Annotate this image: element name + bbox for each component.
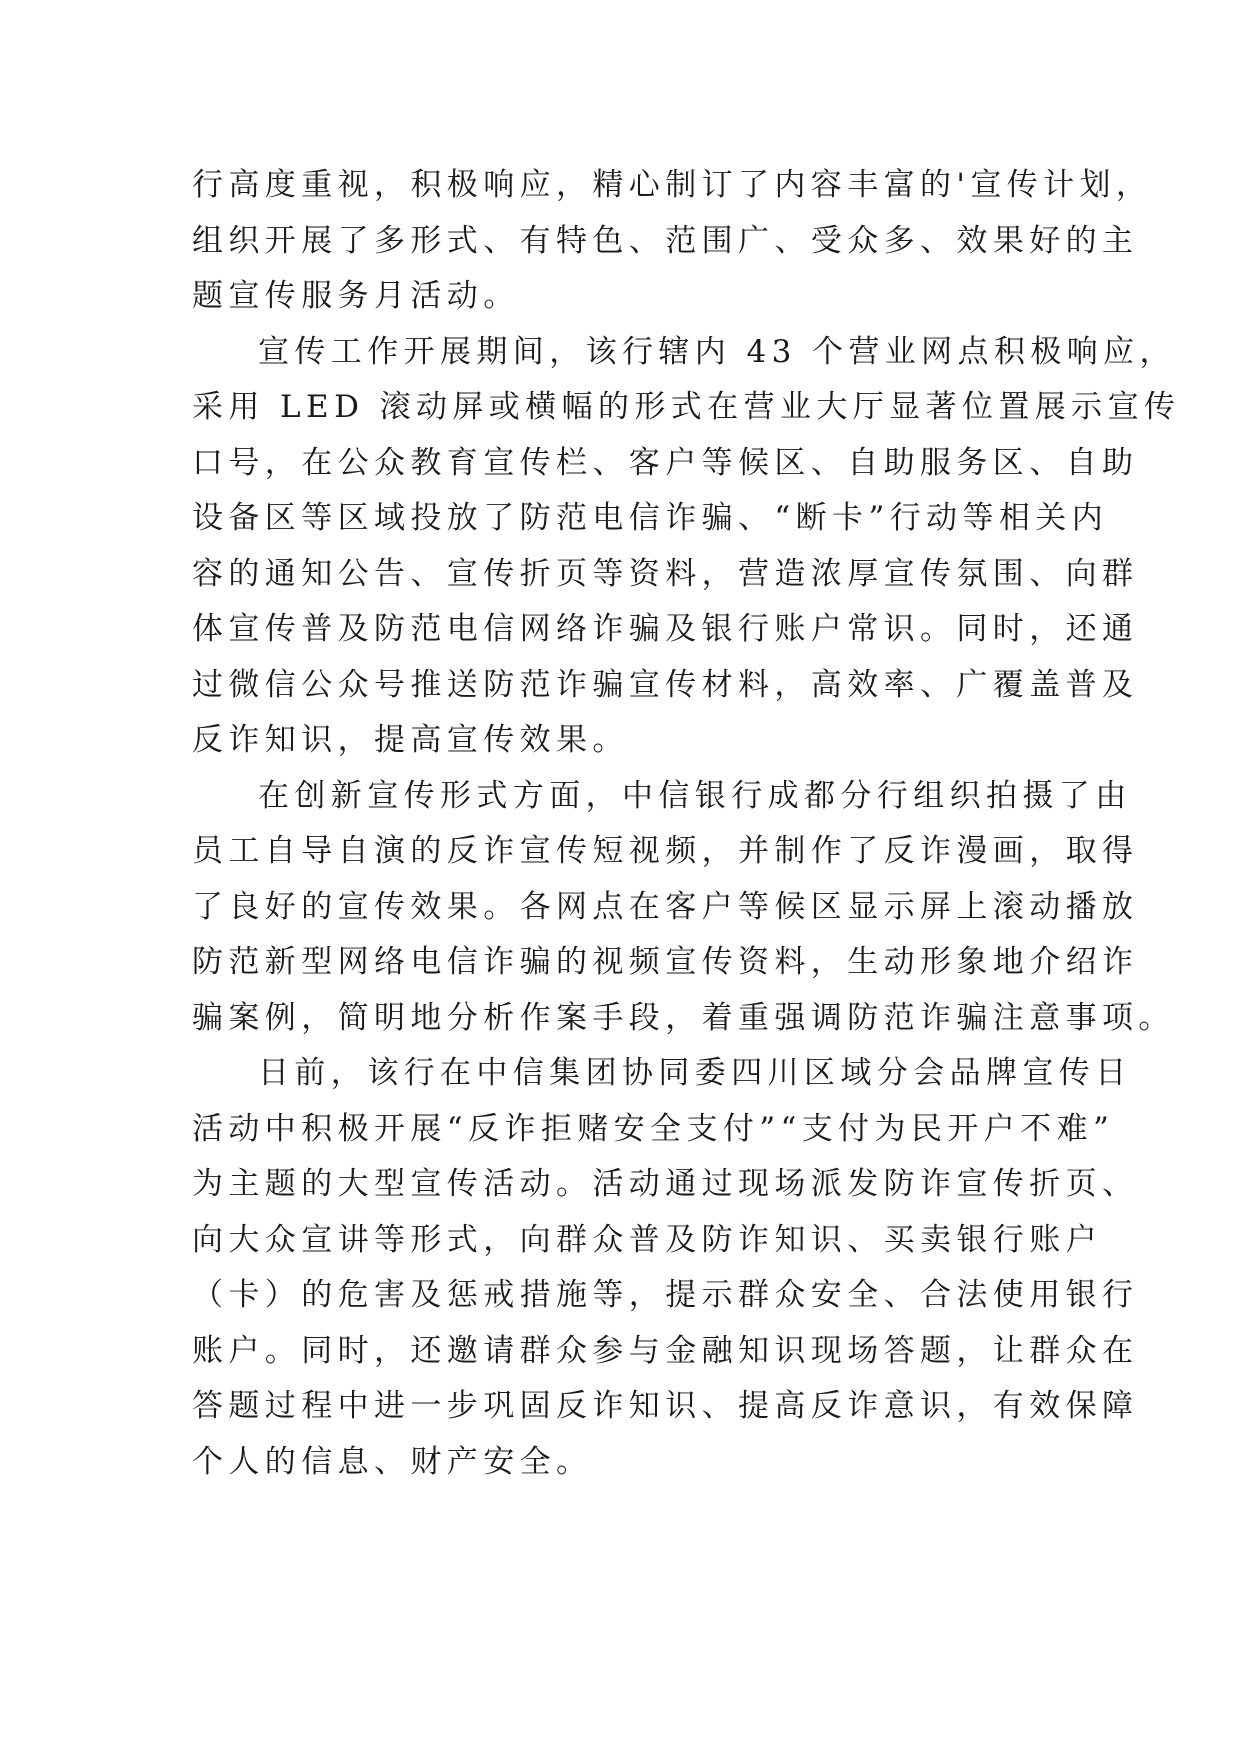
paragraph-line: 反诈知识，提高宣传效果。 xyxy=(192,722,629,758)
paragraph-2 xyxy=(192,325,1181,769)
paragraph-line: 组织开展了多形式、有特色、范围广、受众多、效果好的主 xyxy=(192,222,1139,259)
paragraph-line: 活动中积极开展“反诈拒赌安全支付”“支付为民开户不难” xyxy=(192,1110,1115,1147)
paragraph-line: 防范新型网络电信诈骗的视频宣传资料，生动形象地介绍诈 xyxy=(192,944,1139,980)
paragraph-line: 行高度重视，积极响应，精心制订了内容丰富的'宣传计划， xyxy=(192,167,1153,203)
document-body xyxy=(192,158,1181,1490)
paragraph-line: 为主题的大型宣传活动。活动通过现场派发防诈宣传折页、 xyxy=(192,1166,1139,1202)
paragraph-line: 宣传工作开展期间，该行辖内 43 个营业网点积极响应， xyxy=(258,333,1176,370)
paragraph-line: 了良好的宣传效果。各网点在客户等候区显示屏上滚动播放 xyxy=(192,888,1139,925)
paragraph-1 xyxy=(192,158,1153,325)
paragraph-line: 向大众宣讲等形式，向群众普及防诈知识、买卖银行账户 xyxy=(192,1221,1102,1258)
paragraph-line: 过微信公众号推送防范诈骗宣传材料，高效率、广覆盖普及 xyxy=(192,666,1139,703)
paragraph-line: 体宣传普及防范电信网络诈骗及银行账户常识。同时，还通 xyxy=(192,611,1139,647)
paragraph-line: （卡）的危害及惩戒措施等，提示群众安全、合法使用银行 xyxy=(192,1277,1139,1313)
paragraph-line: 容的通知公告、宣传折页等资料，营造浓厚宣传氛围、向群 xyxy=(192,555,1139,592)
paragraph-line: 口号，在公众教育宣传栏、客户等候区、自助服务区、自助 xyxy=(192,444,1139,481)
paragraph-3 xyxy=(192,769,1175,1047)
paragraph-line: 日前，该行在中信集团协同委四川区域分会品牌宣传日 xyxy=(258,1055,1132,1091)
paragraph-line: 个人的信息、财产安全。 xyxy=(192,1443,593,1480)
paragraph-4 xyxy=(192,1046,1139,1490)
paragraph-line: 员工自导自演的反诈宣传短视频，并制作了反诈漫画，取得 xyxy=(192,833,1139,869)
paragraph-line: 设备区等区域投放了防范电信诈骗、“断卡”行动等相关内 xyxy=(192,500,1109,536)
paragraph-line: 账户。同时，还邀请群众参与金融知识现场答题，让群众在 xyxy=(192,1332,1139,1369)
paragraph-line: 在创新宣传形式方面，中信银行成都分行组织拍摄了由 xyxy=(258,777,1132,814)
paragraph-line: 答题过程中进一步巩固反诈知识、提高反诈意识，有效保障 xyxy=(192,1388,1139,1424)
paragraph-line: 题宣传服务月活动。 xyxy=(192,278,520,314)
paragraph-line: 骗案例，简明地分析作案手段，着重强调防范诈骗注意事项。 xyxy=(192,999,1175,1036)
paragraph-line: 采用 LED 滚动屏或横幅的形式在营业大厅显著位置展示宣传 xyxy=(192,389,1181,425)
